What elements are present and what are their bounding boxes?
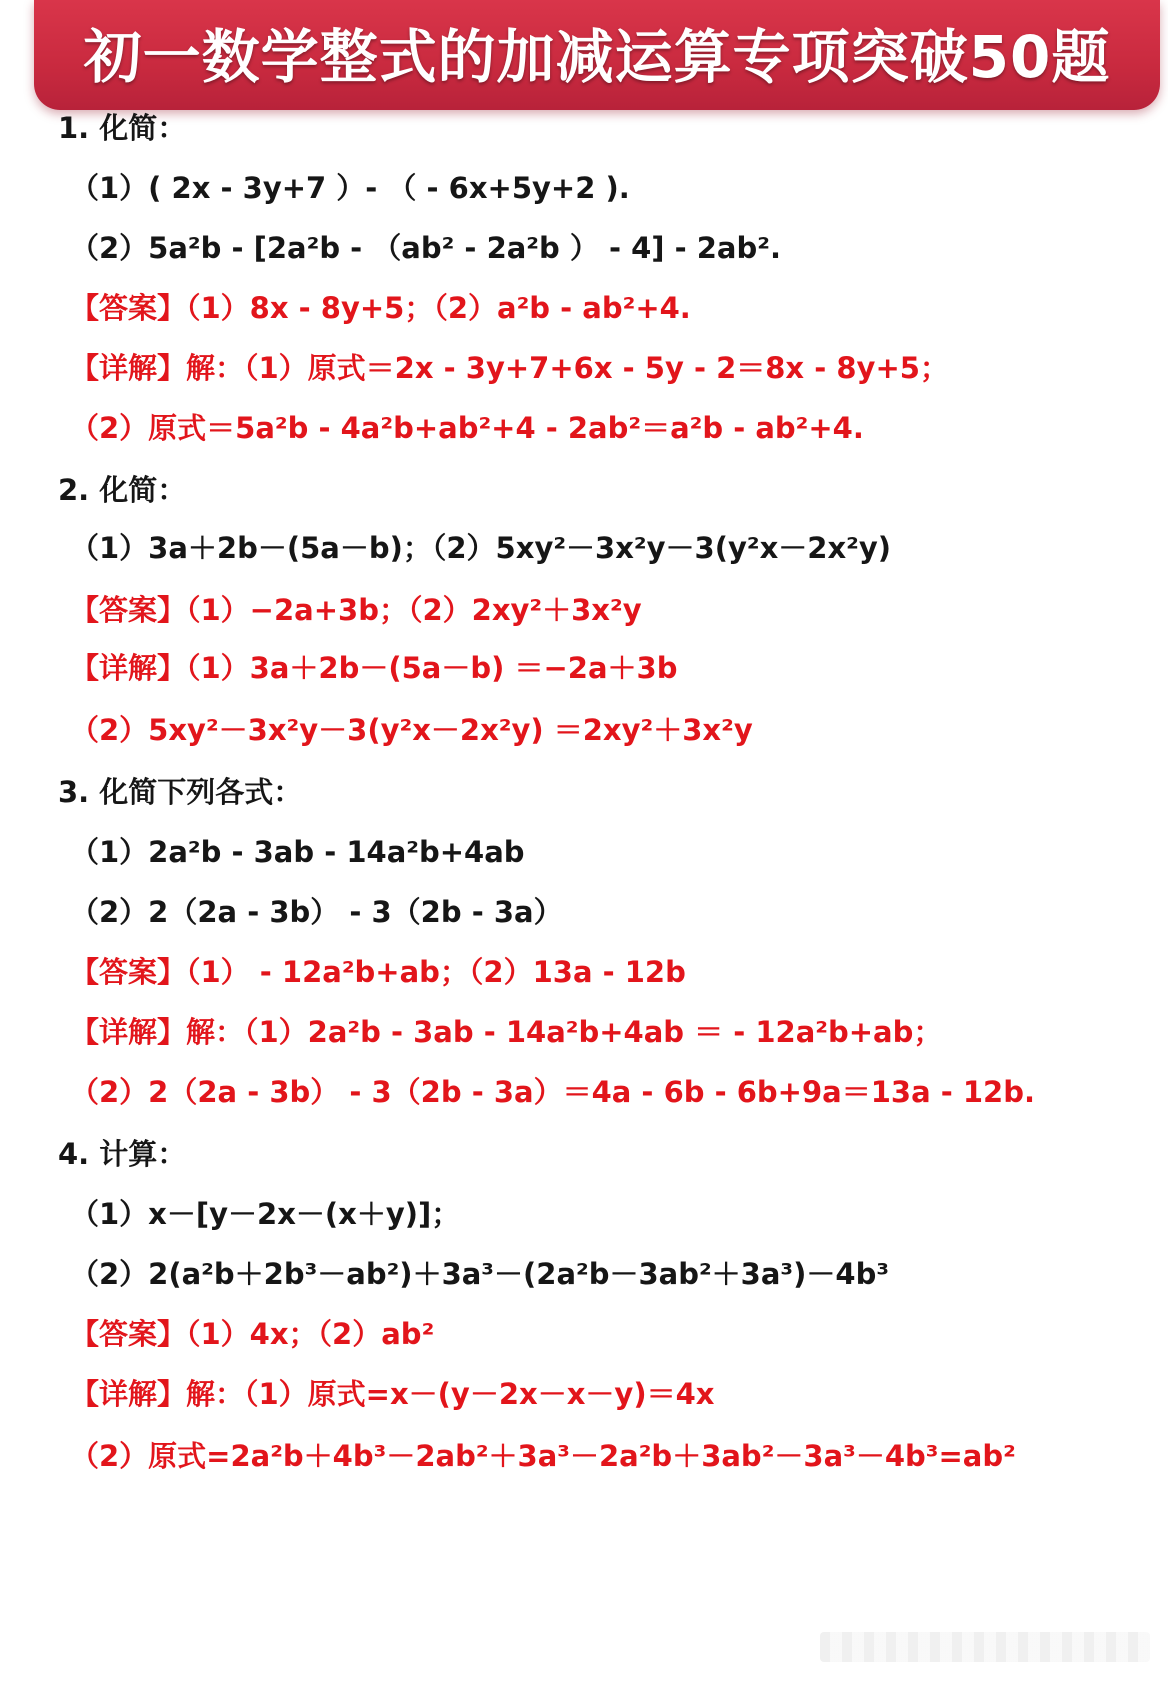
problem-2-solution-2: （2）5xy²－3x²y－3(y²x－2x²y) ＝2xy²＋3x²y [70,713,753,747]
problem-2-solution-1: 【详解】（1）3a＋2b－(5a－b) ＝−2a＋3b [70,651,678,685]
problem-4-heading: 4. 计算： [58,1137,187,1171]
problem-3-answer: 【答案】（1） - 12a²b+ab；（2）13a - 12b [70,955,686,989]
problem-4-part-2: （2）2(a²b＋2b³－ab²)＋3a³－(2a²b－3ab²＋3a³)－4b³ [70,1257,890,1291]
problem-3-heading: 3. 化简下列各式： [58,775,303,809]
problem-3-solution-1: 【详解】解：（1）2a²b - 3ab - 14a²b+4ab ＝ - 12a²b+ab； [70,1015,943,1049]
problem-1-answer: 【答案】（1）8x - 8y+5；（2）a²b - ab²+4. [70,291,691,325]
problem-4-solution-2: （2）原式=2a²b＋4b³－2ab²＋3a³－2a²b＋3ab²－3a³－4b³=ab² [70,1439,1016,1473]
title-banner [34,0,1160,110]
problem-3-solution-2: （2）2（2a - 3b） - 3（2b - 3a）＝4a - 6b - 6b+9a＝13a - 12b. [70,1075,1036,1109]
problem-3-part-1: （1）2a²b - 3ab - 14a²b+4ab [70,835,525,869]
problem-1-solution-2: （2）原式＝5a²b - 4a²b+ab²+4 - 2ab²＝a²b - ab²+4. [70,411,864,445]
problem-2-answer: 【答案】（1）−2a+3b；（2）2xy²＋3x²y [70,593,642,627]
problem-2-heading: 2. 化简： [58,473,187,507]
problem-4-part-1: （1）x－[y－2x－(x＋y)]； [70,1197,461,1231]
problem-3-part-2: （2）2（2a - 3b） - 3（2b - 3a） [70,895,563,929]
problem-1-solution-1: 【详解】解：（1）原式＝2x - 3y+7+6x - 5y - 2＝8x - 8y+5； [70,351,949,385]
problem-1-part-1: （1）( 2x - 3y+7 ）- （ - 6x+5y+2 ). [70,171,630,205]
problem-2-parts: （1）3a＋2b－(5a－b)；（2）5xy²－3x²y－3(y²x－2x²y) [70,531,892,565]
problem-1-part-2: （2）5a²b - [2a²b - （ab² - 2a²b ） - 4] - 2ab². [70,231,781,265]
problem-4-solution-1: 【详解】解：（1）原式=x－(y－2x－x－y)＝4x [70,1377,715,1411]
watermark [820,1632,1150,1662]
page-title: 初一数学整式的加减运算专项突破50题 [83,23,1111,91]
problem-4-answer: 【答案】（1）4x；（2）ab² [70,1317,435,1351]
problem-1-heading: 1. 化简： [58,111,187,145]
